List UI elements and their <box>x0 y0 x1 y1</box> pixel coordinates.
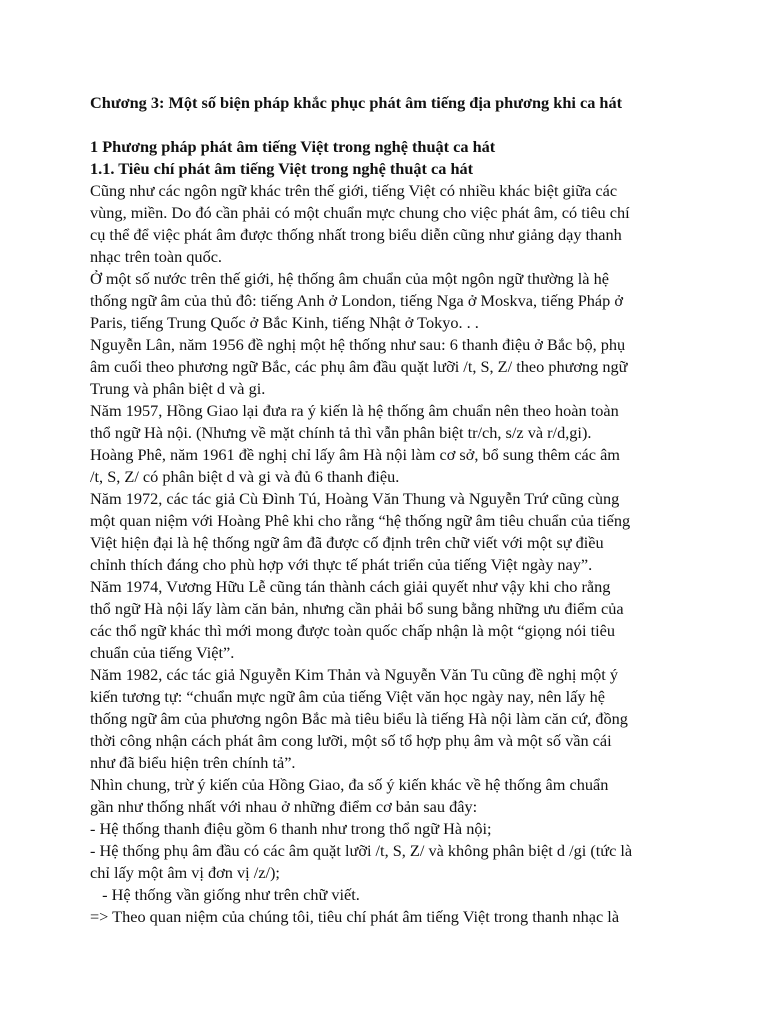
text-line: Nhìn chung, trừ ý kiến của Hồng Giao, đa số ý kiến khác về hệ thống âm chuẩn <box>90 775 609 794</box>
text-line: cụ thể để việc phát âm được thống nhất trong biểu diễn cũng như giảng dạy thanh <box>90 225 622 244</box>
text-line: âm cuối theo phương ngữ Bắc, các phụ âm đầu quặt lưỡi /t, S, Z/ theo phương ngữ <box>90 357 628 376</box>
text-line: Năm 1982, các tác giả Nguyễn Kim Thản và Nguyễn Văn Tu cũng đề nghị một ý <box>90 665 618 684</box>
subsection-heading: 1.1. Tiêu chí phát âm tiếng Việt trong nghệ thuật ca hát <box>90 159 474 178</box>
text-line: thống ngữ âm của phương ngôn Bắc mà tiêu biểu là tiếng Hà nội làm căn cứ, đồng <box>90 709 628 728</box>
paragraph <box>90 576 690 664</box>
text-line: Việt hiện đại là hệ thống ngữ âm đã được cố định trên chữ viết với một sự điều <box>90 533 604 552</box>
text-line: thổ ngữ Hà nội lấy làm căn bản, nhưng cần phải bổ sung bằng những ưu điểm của <box>90 599 624 618</box>
paragraph <box>90 400 690 444</box>
text-line: như đã biểu hiện trên chính tả”. <box>90 753 296 772</box>
text-line: chỉnh thích đáng cho phù hợp với thực tế phát triển của tiếng Việt ngày nay”. <box>90 555 593 574</box>
list-item <box>90 818 690 840</box>
text-line: nhạc trên toàn quốc. <box>90 247 223 266</box>
text-line: thống ngữ âm của thủ đô: tiếng Anh ở London, tiếng Nga ở Moskva, tiếng Pháp ở <box>90 291 623 310</box>
blank-line <box>90 114 690 136</box>
paragraph <box>90 774 690 818</box>
text-line: Năm 1974, Vương Hữu Lễ cũng tán thành cách giải quyết như vậy khi cho rằng <box>90 577 611 596</box>
text-line: chỉ lấy một âm vị đơn vị /z/); <box>90 863 280 882</box>
list-item <box>90 884 690 906</box>
text-line: Nguyễn Lân, năm 1956 đề nghị một hệ thống như sau: 6 thanh điệu ở Bắc bộ, phụ <box>90 335 626 354</box>
text-line: Paris, tiếng Trung Quốc ở Bắc Kinh, tiếng Nhật ở Tokyo. . . <box>90 313 479 332</box>
paragraph <box>90 444 690 488</box>
text-line: - Hệ thống vần giống như trên chữ viết. <box>94 885 360 904</box>
text-line: thổ ngữ Hà nội. (Nhưng về mặt chính tả thì vẫn phân biệt tr/ch, s/z và r/d,gi). <box>90 423 592 442</box>
chapter-title: Chương 3: Một số biện pháp khắc phục phát âm tiếng địa phương khi ca hát <box>90 93 623 112</box>
text-line: => Theo quan niệm của chúng tôi, tiêu chí phát âm tiếng Việt trong thanh nhạc là <box>90 907 620 926</box>
text-line: Năm 1957, Hồng Giao lại đưa ra ý kiến là hệ thống âm chuẩn nên theo hoàn toàn <box>90 401 619 420</box>
text-line: một quan niệm với Hoàng Phê khi cho rằng “hệ thống ngữ âm tiêu chuẩn của tiếng <box>90 511 631 530</box>
text-line: Hoàng Phê, năm 1961 đề nghị chỉ lấy âm Hà nội làm cơ sở, bổ sung thêm các âm <box>90 445 620 464</box>
text-line: - Hệ thống thanh điệu gồm 6 thanh như trong thổ ngữ Hà nội; <box>90 819 492 838</box>
paragraph <box>90 334 690 400</box>
paragraph <box>90 180 690 268</box>
paragraph <box>90 268 690 334</box>
document-page <box>90 92 690 928</box>
paragraph <box>90 906 690 928</box>
text-line: Ở một số nước trên thế giới, hệ thống âm chuẩn của một ngôn ngữ thường là hệ <box>90 269 609 288</box>
text-line: thời công nhận cách phát âm cong lưỡi, một số tổ hợp phụ âm và một số vần cái <box>90 731 612 750</box>
text-line: kiến tương tự: “chuẩn mực ngữ âm của tiếng Việt văn học ngày nay, nên lấy hệ <box>90 687 605 706</box>
paragraph <box>90 664 690 774</box>
text-line: Cũng như các ngôn ngữ khác trên thế giới, tiếng Việt có nhiều khác biệt giữa các <box>90 181 618 200</box>
section-heading: 1 Phương pháp phát âm tiếng Việt trong nghệ thuật ca hát <box>90 137 496 156</box>
text-line: /t, S, Z/ có phân biệt d và gi và đủ 6 thanh điệu. <box>90 467 400 486</box>
text-line: chuẩn của tiếng Việt”. <box>90 643 235 662</box>
text-line: gần như thống nhất với nhau ở những điểm cơ bản sau đây: <box>90 797 478 816</box>
paragraph <box>90 488 690 576</box>
text-line: các thổ ngữ khác thì mới mong được toàn quốc chấp nhận là một “giọng nói tiêu <box>90 621 615 640</box>
text-line: vùng, miền. Do đó cần phải có một chuẩn mực chung cho việc phát âm, có tiêu chí <box>90 203 630 222</box>
text-line: Trung và phân biệt d và gi. <box>90 379 266 398</box>
text-line: Năm 1972, các tác giả Cù Đình Tú, Hoàng Văn Thung và Nguyễn Trứ cũng cùng <box>90 489 620 508</box>
text-line: - Hệ thống phụ âm đầu có các âm quặt lưỡi /t, S, Z/ và không phân biệt d /gi (tức là <box>90 841 633 860</box>
list-item <box>90 840 690 884</box>
